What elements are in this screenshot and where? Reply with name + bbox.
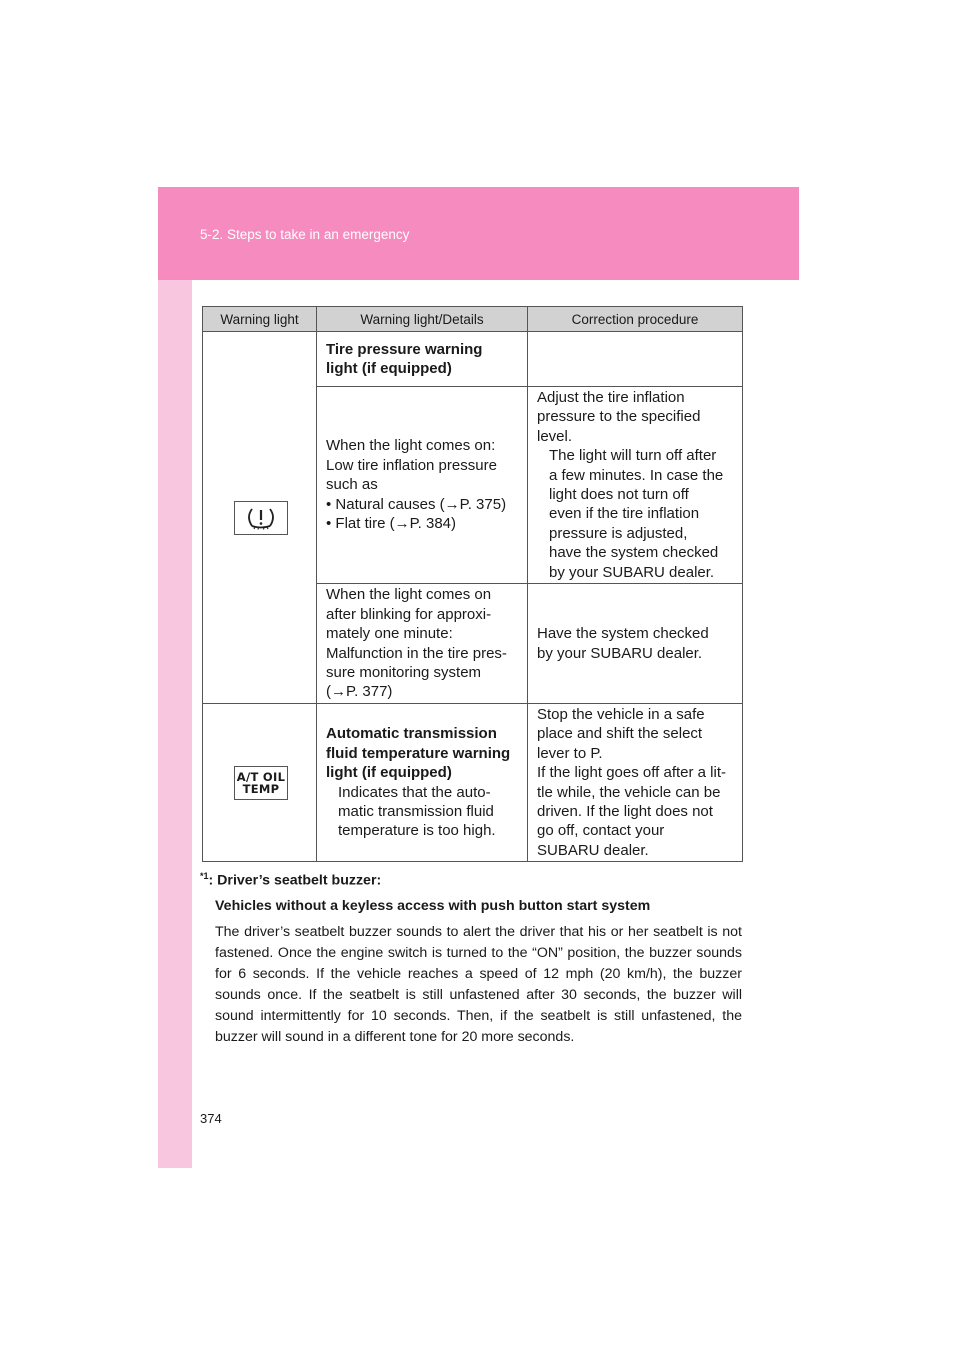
section-title: 5-2. Steps to take in an emergency: [200, 227, 410, 242]
detail-line: When the light comes on:: [326, 437, 496, 455]
at-oil-temp-icon: [234, 766, 288, 800]
detail-line: sure monitoring system: [326, 663, 482, 681]
tire-title-line: Tire pressure warning: [326, 340, 483, 358]
correction-line: Stop the vehicle in a safe: [537, 705, 705, 723]
warning-light-table: [202, 306, 743, 862]
correction-line: by your SUBARU dealer.: [549, 563, 715, 581]
tire-title-line: light (if equipped): [326, 360, 452, 377]
detail-line: mately one minute:: [326, 625, 453, 643]
at-oil-desc-line: matic transmission fluid: [338, 802, 494, 820]
correction-line: place and shift the select: [537, 725, 703, 743]
detail-line: (→P. 377): [326, 683, 393, 701]
at-oil-icon-cell: [203, 704, 317, 862]
correction-line: have the system checked: [549, 544, 719, 562]
footnote-body: The driver’s seatbelt buzzer sounds to alert the driver that his or her seatbelt is not fastened. Once the engine switch is turned to the “ON” position, the buzzer sounds for 6 seconds. If the vehicle reaches a speed of 12 mph (20 km/h), the buzzer sounds once. If the seatbelt is still unfastened after 30 seconds, the buzzer will sound intermittently for 10 seconds. Then, if the seatbelt is still unfastened, the buzzer will sound in a different tone for 20 more seconds.: [215, 923, 742, 1045]
footnote-title-text: : Driver’s seatbelt buzzer:: [208, 872, 382, 889]
tire-icon-cell: [203, 332, 317, 704]
correction-line: a few minutes. In case the: [549, 466, 724, 484]
col-header-details: Warning light/Details: [317, 307, 528, 332]
correction-line: The light will turn off after: [549, 447, 717, 465]
correction-line: light does not turn off: [549, 486, 689, 503]
correction-line: If the light goes off after a lit-: [537, 764, 726, 782]
tire-row1-details-cell: [317, 387, 528, 584]
at-oil-details-cell: [317, 704, 528, 862]
at-oil-title-line: Automatic transmission: [326, 725, 497, 743]
col-header-correction: Correction procedure: [528, 307, 743, 332]
footnote: [200, 866, 742, 1048]
correction-line: level.: [537, 427, 573, 445]
tire-title-cell: [317, 332, 528, 387]
correction-line: pressure to the specified: [537, 408, 701, 426]
footnote-subtitle: Vehicles without a keyless access with push button start system: [215, 897, 651, 914]
tire-row2-details-cell: [317, 584, 528, 704]
correction-line: pressure is adjusted,: [549, 524, 688, 542]
at-oil-correction-cell: [528, 704, 743, 862]
correction-line: SUBARU dealer.: [537, 841, 649, 859]
tire-row1-correction-cell: [528, 387, 743, 584]
correction-line: driven. If the light does not: [537, 802, 713, 820]
correction-line: lever to P.: [537, 744, 603, 762]
correction-line: tle while, the vehicle can be: [537, 783, 721, 801]
at-oil-icon-line: A/T OIL: [236, 769, 286, 784]
tire-row2-correction-cell: [528, 584, 743, 704]
correction-line: Have the system checked: [537, 625, 709, 643]
detail-line: • Natural causes (→P. 375): [326, 495, 507, 513]
detail-line: When the light comes on: [326, 586, 492, 604]
col-header-warning-light: Warning light: [203, 307, 317, 332]
detail-line: after blinking for approxi-: [326, 605, 492, 623]
correction-line: go off, contact your: [537, 822, 665, 840]
table-row: [203, 704, 743, 862]
detail-line: • Flat tire (→P. 384): [326, 515, 457, 533]
page-number: 374: [200, 1111, 222, 1126]
correction-line: Adjust the tire inflation: [537, 388, 685, 406]
tire-pressure-warning-icon: [234, 501, 288, 535]
sidebar-tab: [158, 187, 192, 1168]
detail-line: such as: [326, 476, 378, 494]
footnote-title: [200, 866, 742, 892]
footnote-marker: *1: [200, 871, 209, 881]
table-row: [203, 332, 743, 387]
correction-line: by your SUBARU dealer.: [537, 644, 703, 662]
at-oil-icon-label: [235, 767, 287, 795]
at-oil-desc-line: Indicates that the auto-: [338, 783, 491, 801]
detail-line: Malfunction in the tire pres-: [326, 644, 507, 662]
at-oil-icon-line: TEMP: [242, 781, 280, 796]
detail-line: Low tire inflation pressure: [326, 456, 497, 474]
at-oil-title-line: light (if equipped): [326, 764, 452, 782]
tire-title-empty-cell: [528, 332, 743, 387]
at-oil-desc-line: temperature is too high.: [338, 822, 496, 840]
table-header-row: [203, 307, 743, 332]
at-oil-title-line: fluid temperature warning: [326, 744, 511, 762]
correction-line: even if the tire inflation: [549, 505, 700, 523]
